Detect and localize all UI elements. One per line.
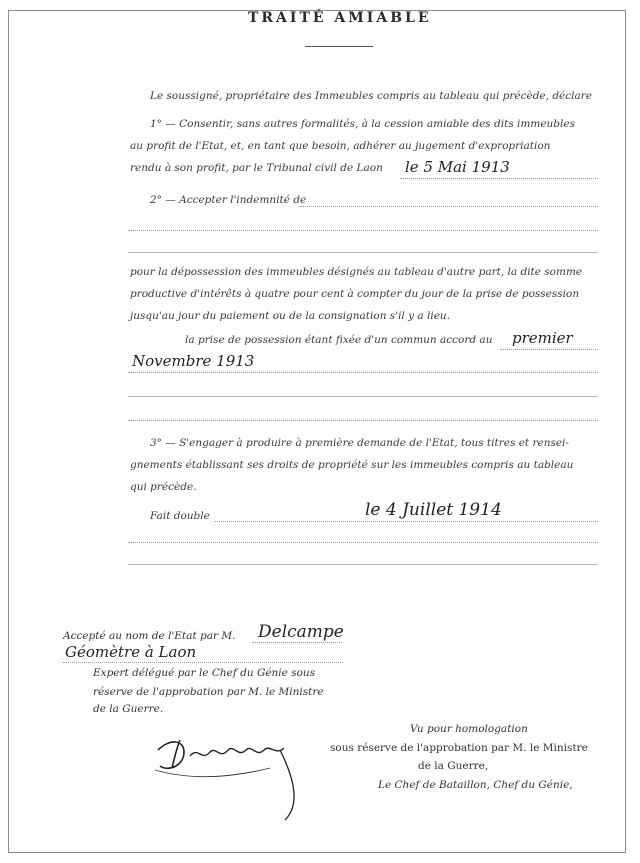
accepte-title-line	[63, 662, 343, 663]
clause1-fill-line	[400, 178, 598, 179]
clause2-line4: jusqu'au jour du paiement ou de la consignation s'il y a lieu.	[130, 310, 451, 322]
clause3-line1: 3° — S'engager à produire à première demande de l'Etat, tous titres et rensei-	[150, 437, 569, 449]
clause1-handwritten-date: le 5 Mai 1913	[405, 158, 510, 176]
accepte-line3: réserve de l'approbation par M. le Ministre	[93, 686, 324, 698]
title-underline	[305, 46, 373, 47]
possession-fill-line-2	[128, 372, 598, 373]
fait-double-line-3	[128, 564, 598, 565]
clause2-line1: 2° — Accepter l'indemnité de	[150, 194, 307, 206]
clause2-line3: productive d'intérêts à quatre pour cent à compter du jour de la prise de possession	[130, 288, 580, 300]
clause1-line3: rendu à son profit, par le Tribunal civil de Laon	[130, 162, 383, 174]
possession-fill-line-1	[500, 349, 598, 350]
homologation-line4: Le Chef de Bataillon, Chef du Génie,	[378, 779, 573, 791]
accepte-name-line	[252, 642, 342, 643]
homologation-line1: Vu pour homologation	[410, 723, 528, 735]
indemnity-line-2	[128, 230, 598, 231]
accepte-line2: Expert délégué par le Chef du Génie sous	[93, 667, 316, 679]
accepte-line4: de la Guerre.	[93, 703, 164, 715]
possession-fill-line-3	[128, 396, 598, 397]
homologation-line2: sous réserve de l'approbation par M. le Ministre	[330, 742, 588, 754]
fait-double-line	[215, 521, 598, 522]
indemnity-line-3	[128, 252, 598, 253]
accepte-line1: Accepté au nom de l'Etat par M.	[63, 630, 236, 642]
homologation-line3: de la Guerre,	[418, 760, 489, 772]
accepte-handwritten-name: Delcampe	[258, 622, 344, 642]
fait-double-handwritten-date: le 4 Juillet 1914	[365, 500, 502, 520]
indemnity-line-1	[300, 206, 598, 207]
accepte-handwritten-title: Géomètre à Laon	[65, 643, 197, 661]
clause2-line5: la prise de possession étant fixée d'un commun accord au	[185, 334, 493, 346]
clause3-line3: qui précède.	[130, 481, 197, 493]
clause3-line2: gnements établissant ses droits de propriété sur les immeubles compris au tableau	[130, 459, 574, 471]
possession-handwritten-1: premier	[512, 329, 573, 347]
document-title: TRAITÉ AMIABLE	[248, 10, 432, 26]
handwritten-signature	[150, 720, 320, 830]
fait-double-label: Fait double	[150, 510, 210, 522]
clause1-line1: 1° — Consentir, sans autres formalités, à la cession amiable des dits immeubles	[150, 118, 575, 130]
clause2-line2: pour la dépossession des immeubles désignés au tableau d'autre part, la dite somme	[130, 266, 583, 278]
clause1-line2: au profit de l'Etat, et, en tant que besoin, adhérer au jugement d'expropriation	[130, 140, 551, 152]
possession-fill-line-4	[128, 420, 598, 421]
possession-handwritten-2: Novembre 1913	[132, 352, 255, 370]
fait-double-line-2	[128, 542, 598, 543]
intro-text: Le soussigné, propriétaire des Immeubles compris au tableau qui précède, déclare	[150, 90, 592, 102]
